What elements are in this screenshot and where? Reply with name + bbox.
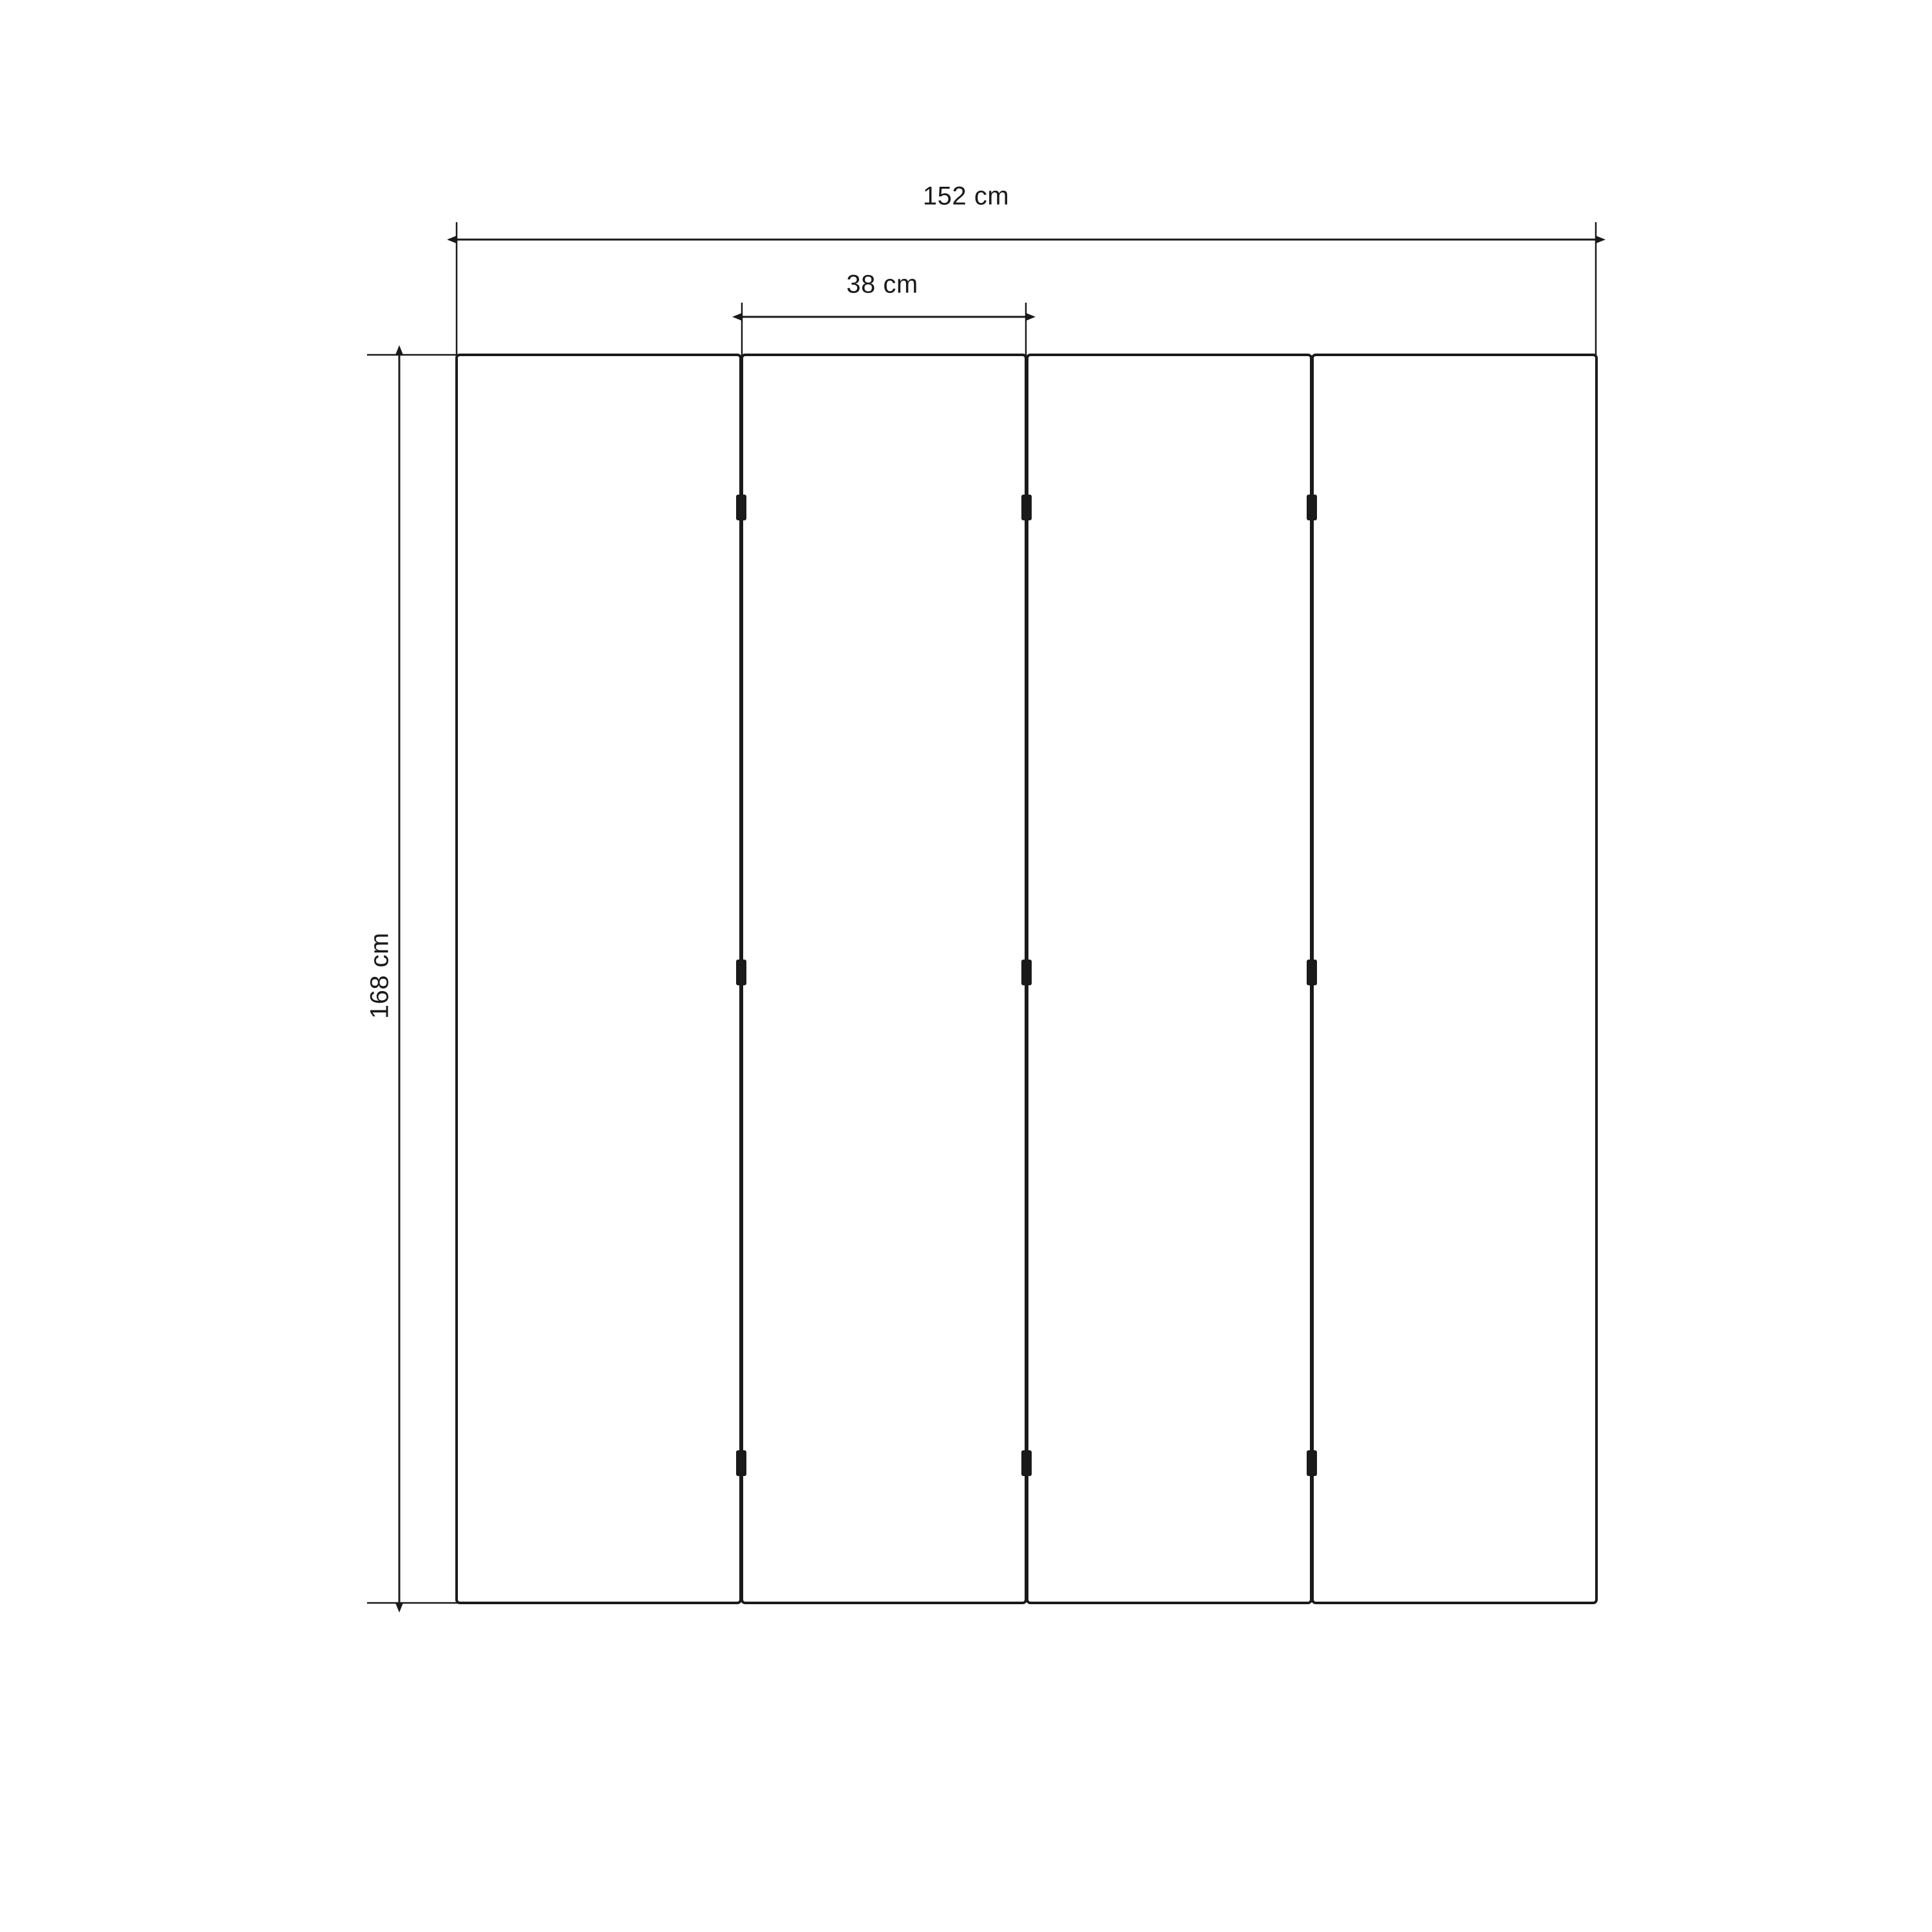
panel-2[interactable] — [742, 355, 1026, 1603]
panel-width-label: 38 cm — [846, 270, 918, 299]
panel-4[interactable] — [1312, 355, 1596, 1603]
panel-width-extension-lines — [742, 303, 1026, 361]
hinge-1-top — [736, 495, 746, 520]
hinge-2-middle — [1021, 960, 1032, 985]
hinge-3-bottom — [1307, 1450, 1317, 1476]
hinge-2-top — [1021, 495, 1032, 520]
hinge-1-middle — [736, 960, 746, 985]
hinge-3-middle — [1307, 960, 1317, 985]
overall-height-label: 168 cm — [365, 932, 394, 1019]
hinge-3-top — [1307, 495, 1317, 520]
panel-3[interactable] — [1027, 355, 1311, 1603]
hinge-2-bottom — [1021, 1450, 1032, 1476]
hinge-1-bottom — [736, 1450, 746, 1476]
overall-width-label: 152 cm — [922, 182, 1010, 211]
panel-1[interactable] — [457, 355, 741, 1603]
